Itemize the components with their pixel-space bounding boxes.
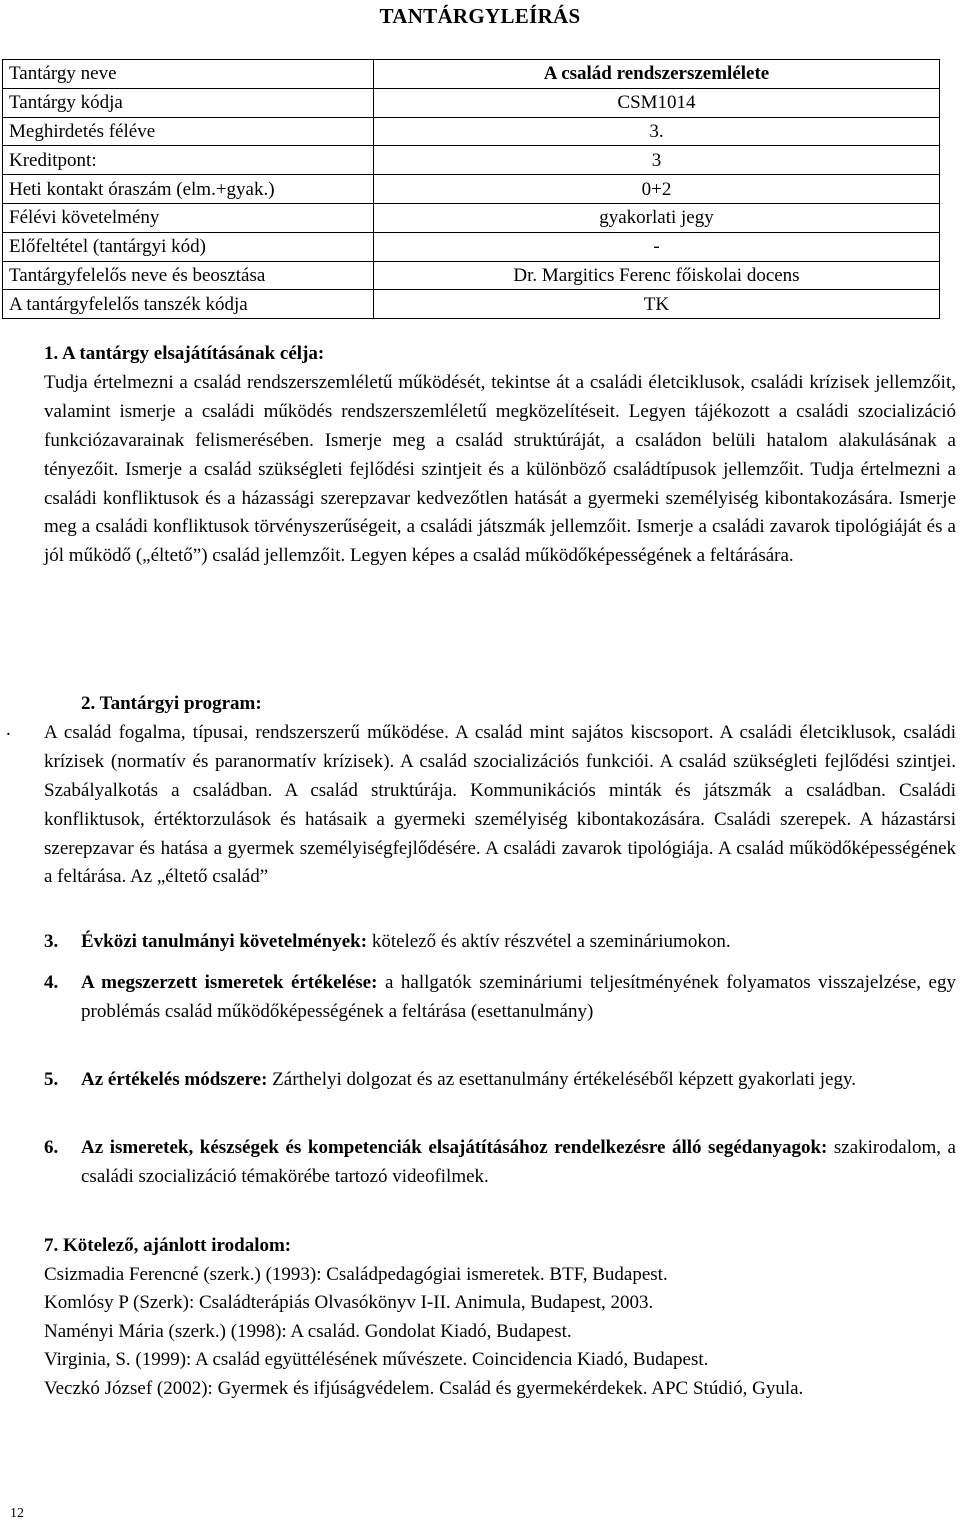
section-heading: Az értékelés módszere:	[81, 1069, 268, 1090]
info-label: A tantárgyfelelős tanszék kódja	[3, 290, 374, 319]
section-text: Tudja értelmezni a család rendszerszemléletű működését, tekintse át a családi életciklusok, családi krízisek jellemzőit, valamint ismerje a családi működés rendszerszemléletű megközelítéseit. Legyen tájékozott a családi szocializáció funkciózavarainak felismerésében. Ismerje meg a család struktúráját, a családon belüli hatalom alakulásának a tényezőit. Ismerje a család szükségleti fejlődési szintjeit és a különböző családtípusok jellemzőit. Tudja értelmezni a családi konfliktusok és a házassági szerepzavar kedvezőtlen hatását a gyermeki személyiség kibontakozására. Ismerje meg a családi konfliktusok törvényszerűségeit, a családi játszmák jellemzőit. Ismerje a családi zavarok tipológiáját és a jól működő („éltető”) család jellemzőit. Legyen képes a család működőképességének a feltárására.	[44, 371, 956, 567]
reference-item: Veczkó József (2002): Gyermek és ifjúságvédelem. Család és gyermekérdekek. APC Stúdió, Gyula.	[44, 1377, 804, 1399]
table-row	[3, 88, 940, 117]
info-value: -	[374, 232, 940, 261]
table-row	[3, 232, 940, 261]
section-heading: Az ismeretek, készségek és kompetenciák elsajátításához rendelkezésre álló segédanyagok:	[81, 1137, 828, 1158]
info-label: Kreditpont:	[3, 146, 374, 175]
info-value: 3.	[374, 117, 940, 146]
info-value: CSM1014	[374, 88, 940, 117]
reference-item: Virginia, S. (1999): A család együttélésének művészete. Coincidencia Kiadó, Budapest.	[44, 1349, 709, 1370]
info-value: TK	[374, 290, 940, 319]
section-method	[44, 1066, 956, 1095]
section-heading: 2. Tantárgyi program:	[81, 693, 262, 714]
section-materials	[44, 1134, 956, 1192]
section-text: kötelező és aktív részvétel a szemináriumokon.	[367, 931, 731, 952]
section-text: Zárthelyi dolgozat és az esettanulmány értékeléséből képzett gyakorlati jegy.	[267, 1069, 856, 1090]
info-label: Tantárgy neve	[3, 60, 374, 89]
section-evaluation	[44, 969, 956, 1027]
info-value: A család rendszerszemlélete	[374, 60, 940, 89]
table-row	[3, 146, 940, 175]
section-program	[6, 690, 956, 892]
course-info-table	[2, 59, 940, 319]
info-value: 0+2	[374, 175, 940, 204]
section-number: 3.	[44, 931, 59, 952]
table-row	[3, 117, 940, 146]
info-label: Meghirdetés féléve	[3, 117, 374, 146]
info-label: Félévi követelmény	[3, 203, 374, 232]
section-text: a hallgatók szemináriumi teljesítményének folyamatos visszajelzése, egy problémás család működőképességének a feltárása (esettanulmány)	[81, 972, 956, 1022]
section-heading: 7. Kötelező, ajánlott irodalom:	[44, 1235, 292, 1256]
reference-item: Naményi Mária (szerk.) (1998): A család. Gondolat Kiadó, Budapest.	[44, 1320, 572, 1342]
info-label: Tantárgyfelelős neve és beosztása	[3, 261, 374, 290]
page-number: 12	[10, 1506, 24, 1521]
info-label: Előfeltétel (tantárgyi kód)	[3, 232, 374, 261]
info-value: 3	[374, 146, 940, 175]
section-number: 6.	[44, 1137, 59, 1158]
info-value: Dr. Margitics Ferenc főiskolai docens	[374, 261, 940, 290]
section-goals	[44, 340, 956, 571]
info-value: gyakorlati jegy	[374, 203, 940, 232]
section-literature	[44, 1232, 956, 1403]
document-title: TANTÁRGYLEÍRÁS	[379, 4, 581, 28]
section-requirements	[44, 928, 956, 957]
table-row	[3, 60, 940, 89]
table-row	[3, 261, 940, 290]
section-text: A család fogalma, típusai, rendszerszerű működése. A család mint sajátos kiscsoport. A családi életciklusok, családi krízisek (normatív és paranormatív krízisek). A család szocializációs funkciói. A család szükségleti fejlődési szintjei. Szabályalkotás a családban. A család struktúrája. Kommunikációs minták és játszmák a családban. Családi konfliktusok, értéktorzulások és hatásaik a gyermeki személyiség kibontakozására. Családi szerepek. A házastársi szerepzavar és hatása a gyermek személyiségfejlődésére. A családi zavarok tipológiája. A család működőképességének a feltárása. Az „éltető család”	[44, 721, 956, 888]
section-number: 4.	[44, 972, 59, 993]
section-text: szakirodalom, a családi szocializáció témakörébe tartozó videofilmek.	[81, 1137, 956, 1187]
info-label: Heti kontakt óraszám (elm.+gyak.)	[3, 175, 374, 204]
info-label: Tantárgy kódja	[3, 88, 374, 117]
table-row	[3, 203, 940, 232]
reference-item: Komlósy P (Szerk): Családterápiás Olvasókönyv I-II. Animula, Budapest, 2003.	[44, 1292, 654, 1313]
reference-item: Csizmadia Ferencné (szerk.) (1993): Családpedagógiai ismeretek. BTF, Budapest.	[44, 1263, 668, 1285]
stray-dot: .	[6, 719, 11, 740]
section-heading: 1. A tantárgy elsajátításának célja:	[44, 343, 325, 364]
section-number: 5.	[44, 1069, 59, 1090]
section-heading: Évközi tanulmányi követelmények:	[81, 931, 368, 952]
table-row	[3, 175, 940, 204]
table-row	[3, 290, 940, 319]
section-heading: A megszerzett ismeretek értékelése:	[81, 972, 378, 993]
